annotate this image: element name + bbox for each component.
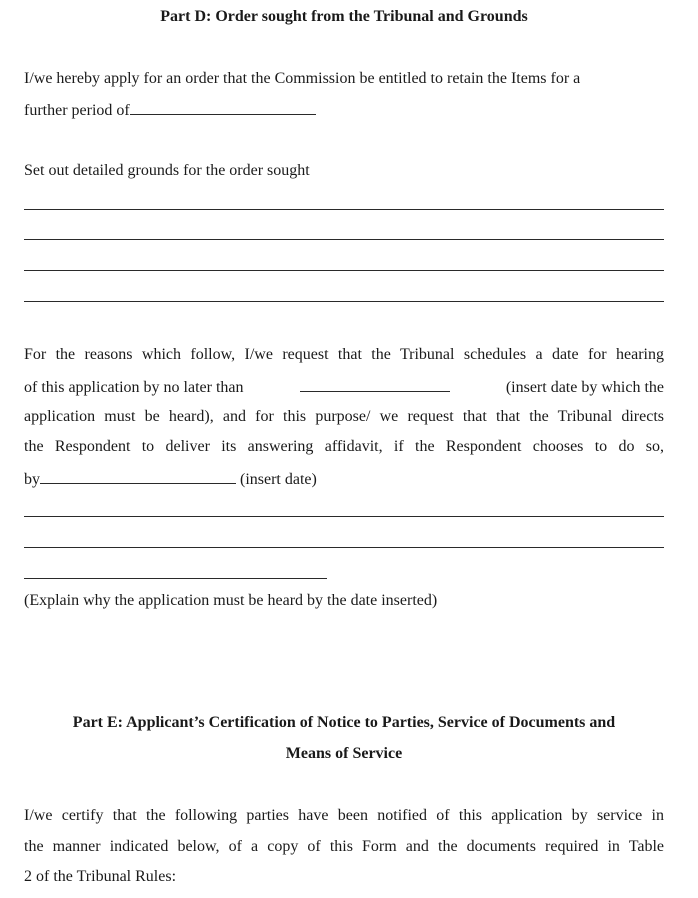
explain-line-2[interactable] [24,547,664,548]
reasons-line-2-note: (insert date by which the [505,379,664,396]
apply-line-1: I/we hereby apply for an order that the Commission be entitled to retain the Items for a [24,70,581,87]
explain-note: (Explain why the application must be heard by the date inserted) [24,592,438,609]
reasons-line-4: the Respondent to deliver its answering affidavit, if the Respondent chooses to do so, [24,438,664,455]
affidavit-date-field[interactable] [40,469,236,484]
grounds-line-4[interactable] [24,301,664,302]
reasons-line-5-note: (insert date) [240,471,317,488]
part-e-heading-line-2: Means of Service [285,745,403,762]
reasons-line-5 [24,469,317,489]
reasons-line-5-by: by [24,471,40,488]
hearing-date-field[interactable] [300,377,450,392]
reasons-line-2-text: of this application by no later than [24,379,244,396]
certify-line-1: I/we certify that the following parties have been notified of this application by service in [24,807,664,824]
grounds-line-1[interactable] [24,209,664,210]
part-d-heading: Part D: Order sought from the Tribunal and Grounds [160,8,528,25]
apply-line-2 [24,100,316,120]
grounds-line-2[interactable] [24,239,664,240]
reasons-line-3: application must be heard), and for this purpose/ we request that that the Tribunal directs [24,408,664,425]
reasons-line-1: For the reasons which follow, I/we request that the Tribunal schedules a date for hearing [24,346,664,363]
grounds-line-3[interactable] [24,270,664,271]
certify-line-2: the manner indicated below, of a copy of this Form and the documents required in Table [24,838,664,855]
apply-line-2-text: further period of [24,102,130,119]
further-period-field[interactable] [130,100,316,115]
explain-line-1[interactable] [24,516,664,517]
grounds-prompt: Set out detailed grounds for the order sought [24,162,310,179]
reasons-line-2 [24,377,664,397]
certify-line-3: 2 of the Tribunal Rules: [24,868,177,885]
part-e-heading-line-1: Part E: Applicant’s Certification of Notice to Parties, Service of Documents and [72,714,616,731]
explain-line-3[interactable] [24,578,327,579]
